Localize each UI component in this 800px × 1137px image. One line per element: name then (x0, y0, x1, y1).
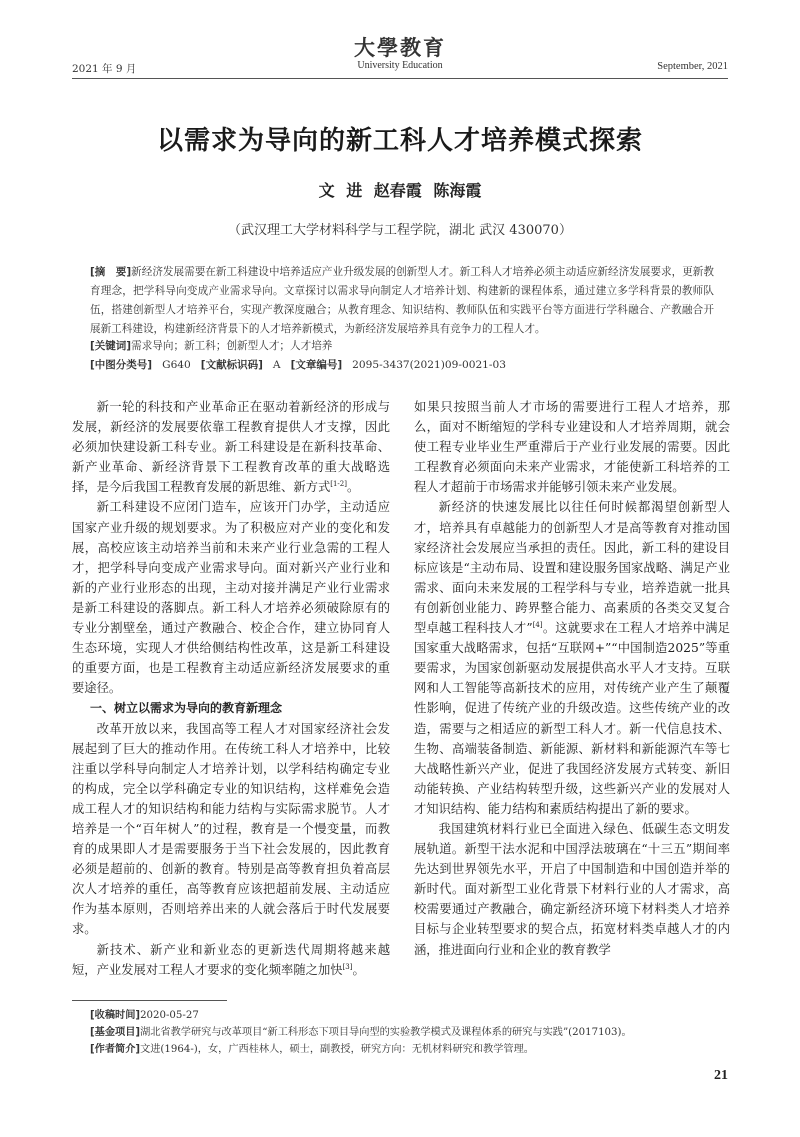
citation-ref: [4] (532, 620, 543, 629)
abstract-label: [摘 要] (90, 266, 132, 278)
running-header (72, 30, 728, 80)
footnote-rule (72, 1000, 227, 1001)
article-number-label: [文章编号] (290, 359, 343, 371)
header-rule (72, 78, 728, 79)
keywords-text: 需求导向；新工科；创新型人才；人才培养 (131, 340, 333, 352)
clc-value: G640 (162, 359, 191, 371)
affiliation: （武汉理工大学材料科学与工程学院，湖北 武汉 430070） (228, 223, 572, 238)
footnote-received: [收稿时间]2020-05-27 (90, 1010, 199, 1021)
issue-date-cn: 2021 年 9 月 (72, 63, 137, 75)
doc-code-value: A (272, 359, 281, 371)
abstract-text: 新经济发展需要在新工科建设中培养适应产业升级发展的创新型人才。新工科人才培养必须主动适应新经济发展要求，更新教育理念，把学科导向变成产业需求导向。文章探讨以需求导向制定人才培养计划、构建新的课程体系，通过建立多学科背景的教师队伍，搭建创新型人才培养平台，实现产教深度融合；从教育理念、知识结构、教师队伍和实践平台等方面进行学科融合、产教融合开展新工科建设，构建新经济背景下的人才培养新模式，为新经济发展培养具有竞争力的工程人才。 (90, 266, 714, 335)
keywords (90, 337, 714, 356)
footnotes (90, 1007, 740, 1058)
journal-name-en: University Education (357, 60, 443, 71)
body-column-left (72, 397, 390, 980)
page-number: 21 (714, 1068, 728, 1083)
doc-code-label: [文献标识码] (200, 359, 263, 371)
paragraph: 如果只按照当前人才市场的需要进行工程人才培养，那么，面对不断缩短的学科专业建设和人才培养周期，就会使工程专业毕业生严重滞后于产业行业发展的需要。因此工程教育必须面向未来产业需求，才能使新工科培养的工程人才超前于市场需求并能够引领未来产业发展。 (414, 400, 730, 495)
article-number-value: 2095-3437(2021)09-0021-03 (352, 359, 506, 371)
paragraph: 我国建筑材料行业已全面进入绿色、低碳生态文明发展轨道。新型干法水泥和中国浮法玻璃在“十三五”期间率先达到世界领先水平，开启了中国制造和中国创造并举的新时代。面对新型工业化背景下材料行业的人才需求，高校需要通过产教融合，确定新经济环境下材料类人才培养目标与企业转型要求的契合点，拓宽材料类卓越人才的内涵，推进面向行业和企业的教育教学 (414, 821, 730, 957)
article-title: 以需求为导向的新工科人才培养模式探索 (156, 126, 643, 156)
abstract (90, 263, 714, 339)
body-column-right (414, 397, 730, 960)
paragraph: 新经济的快速发展比以往任何时候都渴望创新型人才，培养具有卓越能力的创新型人才是高等教育对推动国家经济社会发展应当承担的责任。因此，新工科的建设目标应该是“主动布局、设置和建设服务国家战略、满足产业需求、面向未来发展的工程学科与专业，培养造就一批具有创新创业能力、跨界整合能力、高素质的各类交叉复合型卓越工程科技人才”[4]。这就要求在工程人才培养中满足国家重大战略需求，包括“互联网+”“中国制造2025”等重要需求，为国家创新驱动发展提供高水平人才支持。互联网和人工智能等高新技术的应用，对传统产业产生了颠覆性影响，促进了传统产业的升级改造。这些传统产业的改造，需要与之相适应的新型工科人才。新一代信息技术、生物、高端装备制造、新能源、新材料和新能源汽车等七大战略性新兴产业，促进了我国经济发展方式转变、新旧动能转换、产业结构转型升级，这些新兴产业的发展对人才知识结构、能力结构和素质结构提出了新的要求。 (414, 500, 730, 816)
clc-label: [中图分类号] (90, 359, 153, 371)
paragraph: 新技术、新产业和新业态的更新迭代周期将越来越短，产业发展对工程人才要求的变化频率随之加快[3]。 (72, 942, 390, 977)
paragraph: 新一轮的科技和产业革命正在驱动着新经济的形成与发展，新经济的发展要依靠工程教育提供人才支撑，因此必须加快建设新工科专业。新工科建设是在新科技革命、新产业革命、新经济背景下工程教育改革的重大战略选择，是今后我国工程教育发展的新思维、新方式[1-2]。 (72, 400, 390, 495)
classification-line (90, 356, 714, 375)
keywords-label: [关键词] (90, 340, 132, 352)
citation-ref: [1-2] (330, 480, 347, 489)
paragraph: 新工科建设不应闭门造车，应该开门办学，主动适应国家产业升级的规划要求。为了积极应对产业的变化和发展，高校应该主动培养当前和未来产业行业急需的工程人才，把学科导向变成产业需求导向。面对新兴产业行业和新的产业行业形态的出现，主动对接并满足产业行业需求是新工科建设的落脚点。新工科人才培养必须破除原有的专业分割壁垒，通过产教融合、校企合作，建立协同育人生态环境，实现人才供给侧结构性改革，这是新工科建设的重要方面，也是工程教育主动适应新经济发展要求的重要途径。 (72, 500, 390, 696)
paragraph: 改革开放以来，我国高等工程人才对国家经济社会发展起到了巨大的推动作用。在传统工科人才培养中，比较注重以学科导向制定人才培养计划，以学科结构确定专业的构成，完全以学科确定专业的知识结构，这样难免会造成工程人才的知识结构和能力结构与实际需求脱节。人才培养是一个“百年树人”的过程，教育是一个慢变量，而教育的成果即人才是需要服务于当下社会发展的，因此教育必须是超前的、创新的教育。特别是高等教育担负着高层次人才培养的重任，高等教育应该把超前发展、主动适应作为基本原则，否则培养出来的人就会落后于时代发展要求。 (72, 721, 390, 937)
section-heading: 一、树立以需求为导向的教育新理念 (90, 701, 283, 716)
authors: 文 进 赵春霞 陈海霞 (318, 181, 482, 200)
issue-date-en: September, 2021 (657, 61, 728, 72)
footnote-fund: [基金项目]湖北省教学研究与改革项目“新工科形态下项目导向型的实验教学模式及课程体系的研究与实践”(2017103)。 (90, 1027, 632, 1038)
footnote-author: [作者简介]文进(1964-)，女，广西桂林人，硕士，副教授，研究方向：无机材料研究和教学管理。 (90, 1044, 534, 1055)
citation-ref: [3] (342, 962, 353, 971)
journal-logo: 大學教育 (354, 35, 446, 60)
